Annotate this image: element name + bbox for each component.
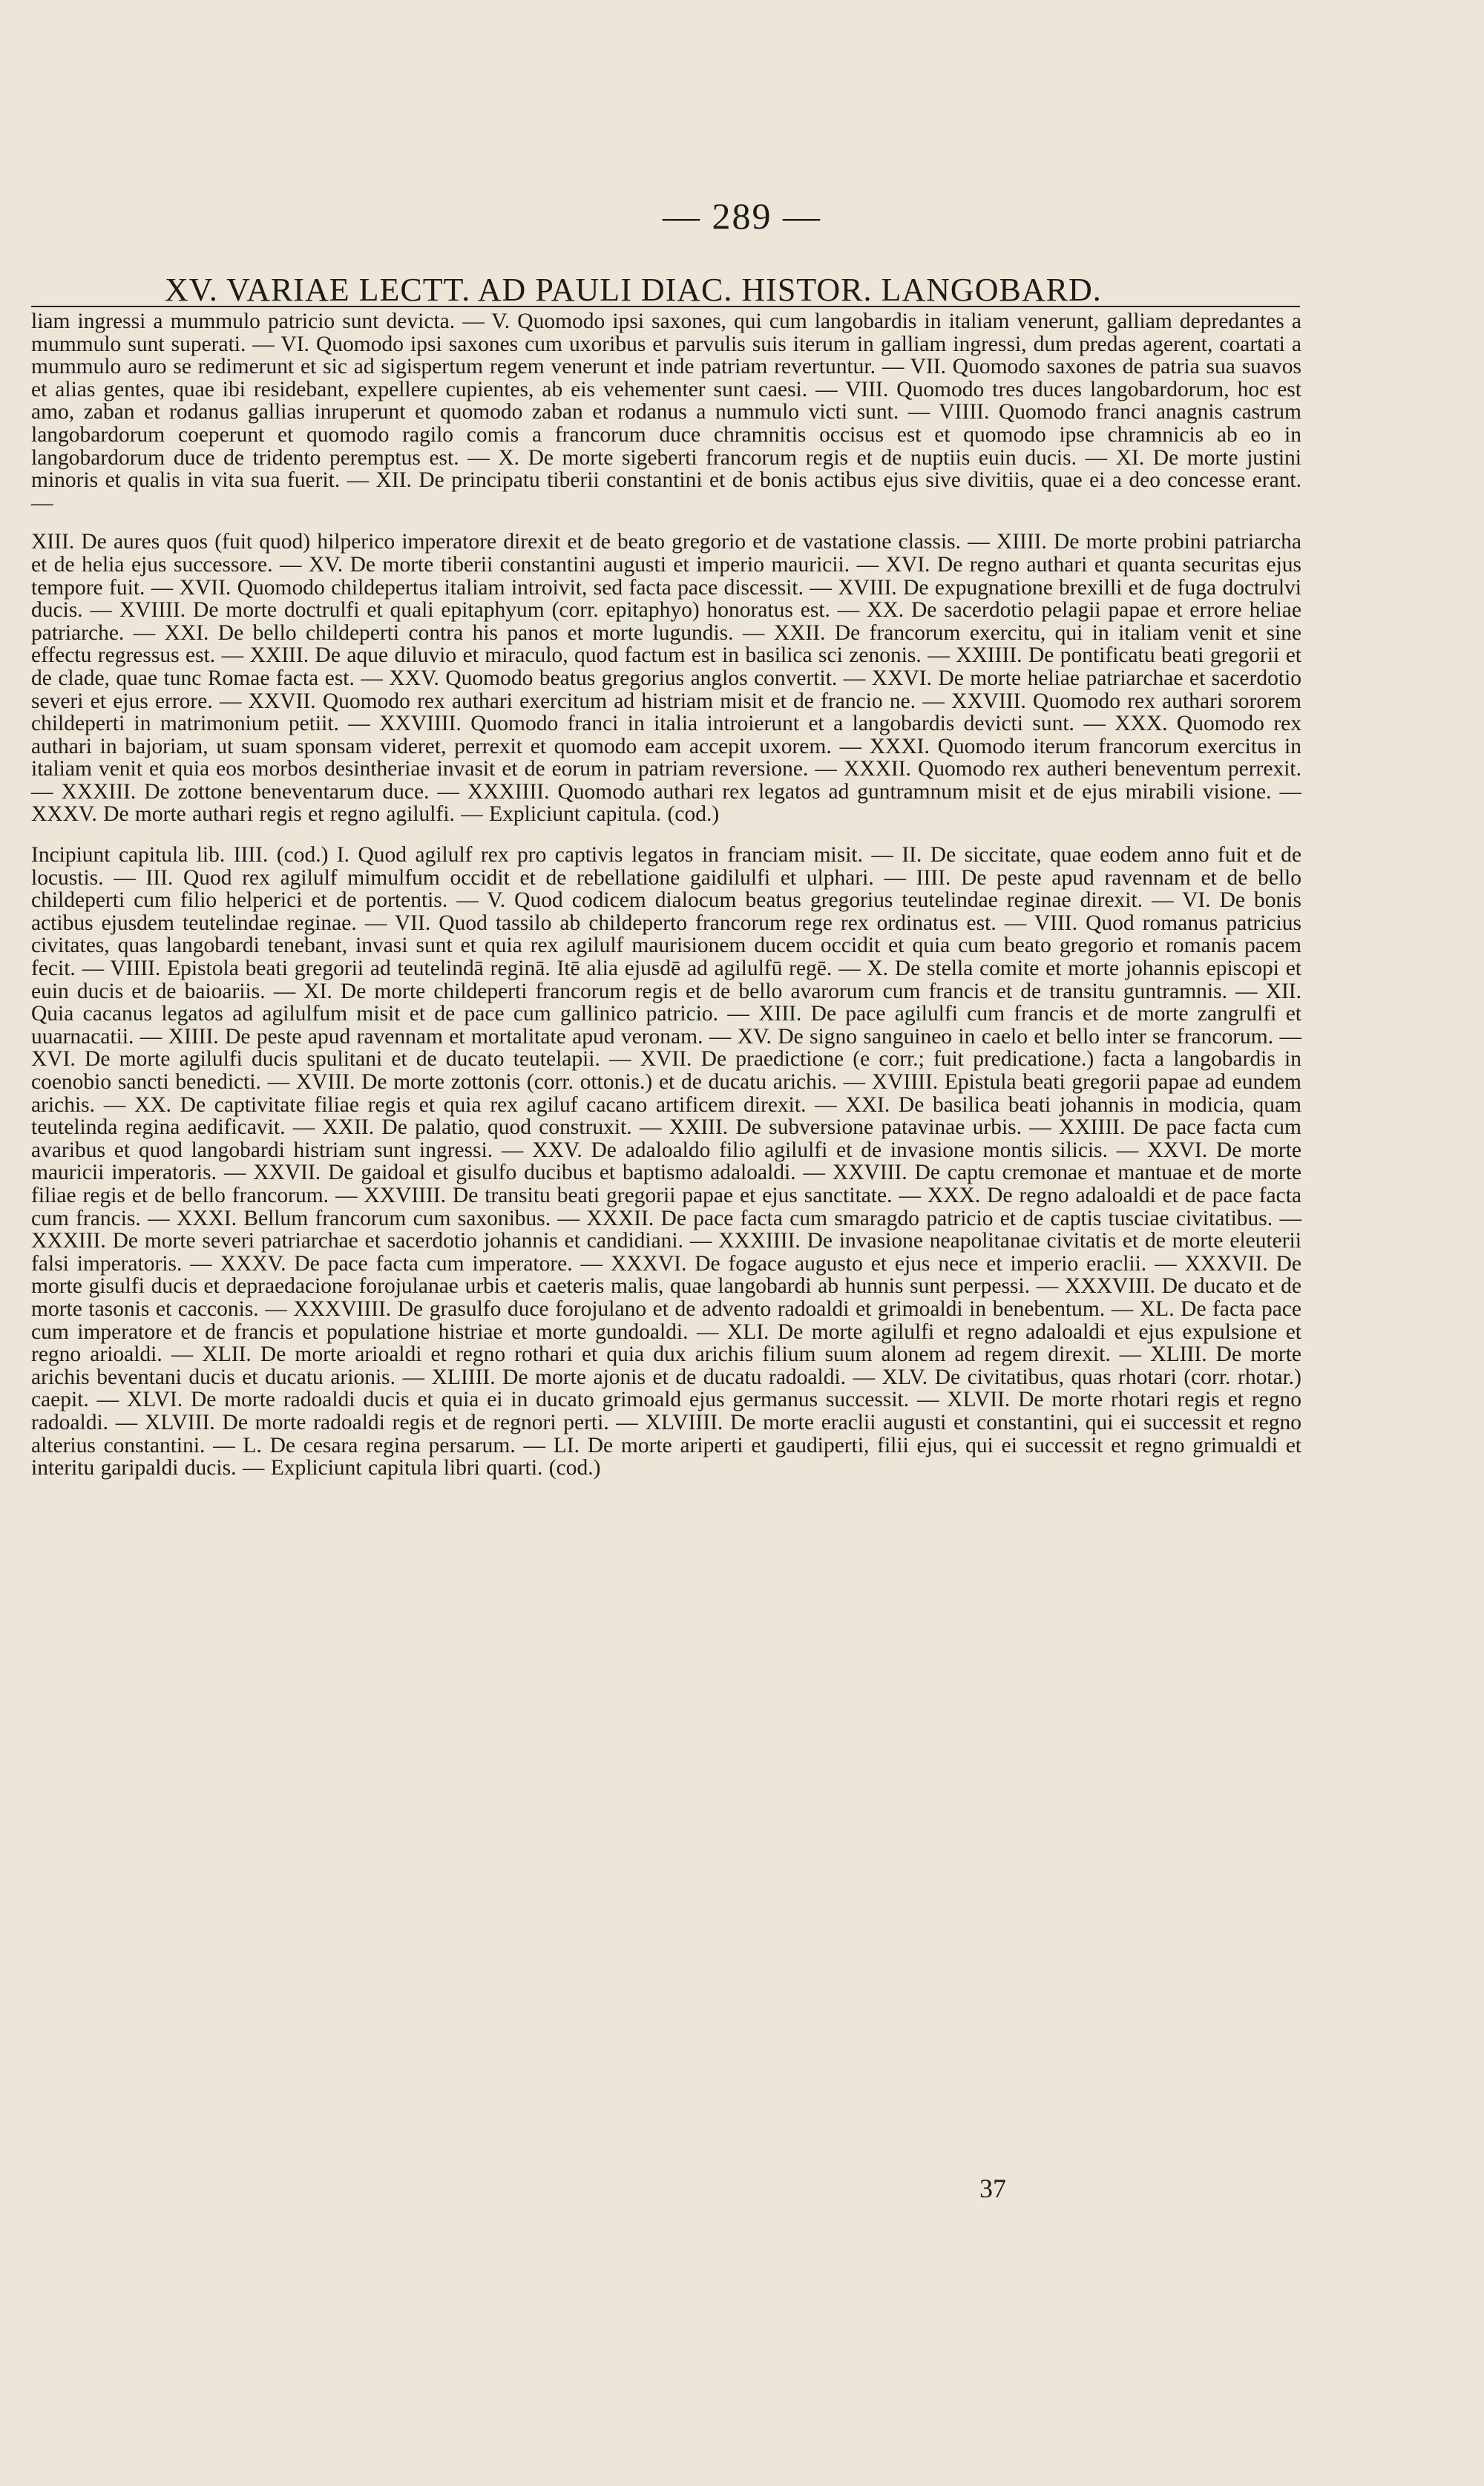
paragraph-2: XIII. De aures quos (fuit quod) hilperico imperatore direxit et de beato gregorio et de vastatione classis. — XIIII. De morte probini patriarcha et de helia ejus successore. — XV. De morte tiberii constantini augusti et imperio mauricii. — XVI. De regno authari et quanta securitas ejus tempore fuit. — XVII. Quomodo childepertus italiam introivit, sed facta pace discessit. — XVIII. De expugnatione brexilli et de fuga doctrulvi ducis. — XVIIII. De morte doctrulfi et quali epitaphyum (corr. epitaphyo) honoratus est. — XX. De sacerdotio pelagii papae et errore heliae patriarche. — XXI. De bello childeperti contra his panos et morte lugundis. — XXII. De francorum exercitu, qui in italiam venit et sine effectu regressus est. — XXIII. De aque diluvio et miraculo, quod factum est in basilica sci zenonis. — XXIIII. De pontificatu beati gregorii et de clade, quae tunc Romae facta est. — XXV. Quomodo beatus gregorius anglos convertit. — XXVI. De morte heliae patriarchae et sacerdotio severi et ejus errore. — XXVII. Quomodo rex authari exercitum ad histriam misit et de francio ne. — XXVIII. Quomodo rex authari sororem childeperti in matrimonium petiit. — XXVIIII. Quomodo franci in italia introierunt et a langobardis devicti sunt. — XXX. Quomodo rex authari in bajoriam, ut suam sponsam videret, perrexit et quomodo eam accepit uxorem. — XXXI. Quomodo iterum francorum exercitus in italiam venit et quia eos morbos desintheriae invasit et de eorum in patriam reversione. — XXXII. Quomodo rex autheri beneventum perrexit. — XXXIII. De zottone beneventarum duce. — XXXIIII. Quomodo authari rex legatos ad guntramnum misit et de ejus mirabili visione. — XXXV. De morte authari regis et regno agilulfi. — Expliciunt capitula. (cod.)	[31, 530, 1301, 827]
paragraph-3: Incipiunt capitula lib. IIII. (cod.) I. Quod agilulf rex pro captivis legatos in franciam misit. — II. De siccitate, quae eodem anno fuit et de locustis. — III. Quod rex agilulf mimulfum occidit et de rebellatione gaidilulfi et ulphari. — IIII. De peste apud ravennam et de bello childeperti cum filio helperici et de portentis. — V. Quod codicem dialocum beatus gregorius teutelindae reginae direxit. — VI. De bonis actibus ejusdem teutelindae reginae. — VII. Quod tassilo ab childeperto francorum rege rex ordinatus est. — VIII. Quod romanus patricius civitates, quas langobardi tenebant, invasi sunt et quia rex agilulf maurisionem ducem occidit et quia cum beato gregorio et romanis pacem fecit. — VIIII. Epistola beati gregorii ad teutelindā reginā. Itē alia ejusdē ad agilulfū regē. — X. De stella comite et morte johannis episcopi et euin ducis et de baioariis. — XI. De morte childeperti francorum regis et de bello avarorum cum francis et de transitu guntramnis. — XII. Quia cacanus legatos ad agilulfum misit et de pace cum gallinico patricio. — XIII. De pace agilulfi cum francis et de morte zangrulfi et uuarnacatii. — XIIII. De peste apud ravennam et mortalitate apud veronam. — XV. De signo sanguineo in caelo et bello inter se francorum. — XVI. De morte agilulfi ducis spulitani et de ducato teutelapii. — XVII. De praedictione (e corr.; fuit predicatione.) facta a langobardis in coenobio sancti benedicti. — XVIII. De morte zottonis (corr. ottonis.) et de ducatu arichis. — XVIIII. Epistula beati gregorii papae ad eundem arichis. — XX. De captivitate filiae regis et quia rex agiluf cacano artificem direxit. — XXI. De basilica beati johannis in modicia, quam teutelinda regina aedificavit. — XXII. De palatio, quod construxit. — XXIII. De subversione patavinae urbis. — XXIIII. De pace facta cum avaribus et quod langobardi histriam sunt ingressi. — XXV. De adaloaldo filio agilulfi et de invasione montis silicis. — XXVI. De morte mauricii imperatoris. — XXVII. De gaidoal et gisulfo ducibus et baptismo adaloaldi. — XXVIII. De captu cremonae et mantuae et de morte filiae regis et de bello francorum. — XXVIIII. De transitu beati gregorii papae et ejus sanctitate. — XXX. De regno adaloaldi et de pace facta cum francis. — XXXI. Bellum francorum cum saxonibus. — XXXII. De pace facta cum smaragdo patricio et de captis tusciae civitatibus. — XXXIII. De morte severi patriarchae et sacerdotio johannis et candidiani. — XXXIIII. De invasione neapolitanae civitatis et de morte eleuterii falsi imperatoris. — XXXV. De pace facta cum imperatore. — XXXVI. De fogace augusto et ejus nece et imperio eraclii. — XXXVII. De morte gisulfi ducis et depraedacione forojulanae urbis et caeteris malis, quae langobardi ab hunnis sunt perpessi. — XXXVIII. De ducato et de morte tasonis et cacconis. — XXXVIIII. De grasulfo duce forojulano et de advento radoaldi et grimoaldi in benebentum. — XL. De facta pace cum imperatore et de francis et populatione histriae et morte gundoaldi. — XLI. De morte agilulfi et regno adaloaldi et ejus expulsione et regno arioaldi. — XLII. De morte arioaldi et regno rothari et quia dux arichis filium suum alonem ad regem direxit. — XLIII. De morte arichis beventani ducis et ducatu arionis. — XLIIII. De morte ajonis et de ducatu radoaldi. — XLV. De civitatibus, quas rhotari (corr. rhotar.) caepit. — XLVI. De morte radoaldi ducis et quia ei in ducato grimoald ejus germanus successit. — XLVII. De morte rhotari regis et regno radoaldi. — XLVIII. De morte radoaldi regis et de regnori perti. — XLVIIII. De morte eraclii augusti et constantini, qui ei successit et regno alterius constantini. — L. De cesara regina persarum. — LI. De morte ariperti et gaudiperti, filii ejus, qui ei successit et regno grimualdi et interitu garipaldi ducis. — Expliciunt capitula libri quarti. (cod.)	[31, 843, 1301, 1480]
header-rule	[31, 306, 1300, 307]
body-text	[31, 310, 1301, 1480]
page-number: — 289 —	[663, 195, 821, 237]
signature-mark: 37	[979, 2174, 1006, 2203]
running-header: XV. VARIAE LECTT. AD PAULI DIAC. HISTOR. LANGOBARD.	[165, 272, 1102, 308]
paragraph-1: liam ingressi a mummulo patricio sunt devicta. — V. Quomodo ipsi saxones, qui cum langobardis in italiam venerunt, galliam depredantes a mummulo sunt superati. — VI. Quomodo ipsi saxones cum uxoribus et parvulis suis iterum in galliam ingressi, dum predas agerent, coartati a mummulo auro se redimerunt et sic ad sigispertum regem venerunt et inde patriam revertuntur. — VII. Quomodo saxones de patria sua suavos et alias gentes, quae ibi residebant, expellere cupientes, ab eis vehementer sunt caesi. — VIII. Quomodo tres duces langobardorum, hoc est amo, zaban et rodanus gallias inruperunt et quomodo zaban et rodanus a nummulo victi sunt. — VIIII. Quomodo franci anagnis castrum langobardorum coeperunt et quomodo ragilo comis a francorum duce chramnitis occisus est et quomodo ipse chramnicis ab eo in langobardorum duce de tridento peremptus est. — X. De morte sigeberti francorum regis et de nuptiis euin ducis. — XI. De morte justini minoris et qualis in vita sua fuerit. — XII. De principatu tiberii constantini et de bonis actibus ejus sive divitiis, quae ei a deo concesse erant. —	[31, 309, 1301, 515]
